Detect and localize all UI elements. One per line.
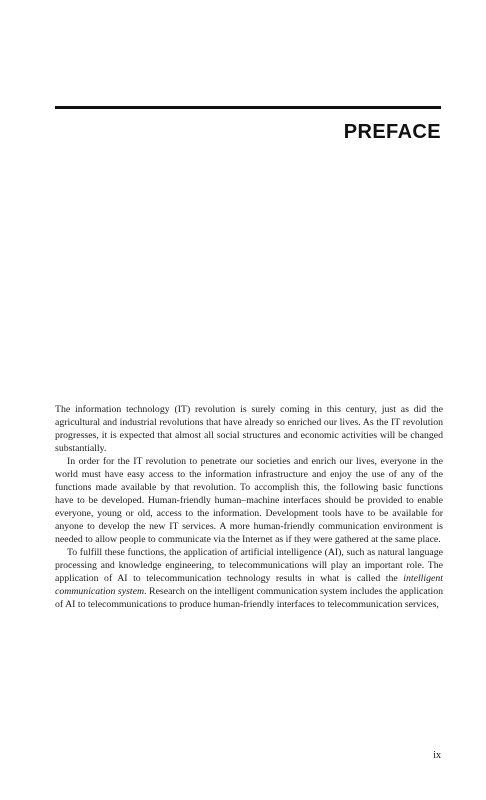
body-text (55, 403, 443, 611)
emphasized-term: intelligent communication system (55, 573, 443, 597)
page-number: ix (433, 750, 441, 761)
paragraph: In order for the IT revolution to penetrate our societies and enrich our lives, everyone in the world must have easy access to the information infrastructure and enjoy the use of any of the functions made available by that revolution. To accomplish this, the following basic functions have to be developed. Human-friendly human–machine interfaces should be provided to enable everyone, young or old, access to the information. Development tools have to be available for anyone to develop the new IT services. A more human-friendly communication environment is needed to allow people to communicate via the Internet as if they were gathered at the same place. (55, 456, 443, 545)
paragraph (55, 546, 443, 611)
header-rule (55, 106, 441, 109)
paragraph-text: . Research on the intelligent communication system includes the application of AI to telecommunications to produce human-friendly interfaces to telecommunication services, (55, 586, 443, 610)
page-title: PREFACE (343, 121, 441, 143)
paragraph-text: To fulfill these functions, the application of artificial intelligence (AI), such as natural language processing and knowledge engineering, to telecommunications will play an important role. The application of AI to telecommunication technology results in what is called the (55, 547, 443, 584)
paragraph: The information technology (IT) revolution is surely coming in this century, just as did the agricultural and industrial revolutions that have already so enriched our lives. As the IT revolution progresses, it is expected that almost all social structures and economic activities will be changed substantially. (55, 404, 443, 454)
